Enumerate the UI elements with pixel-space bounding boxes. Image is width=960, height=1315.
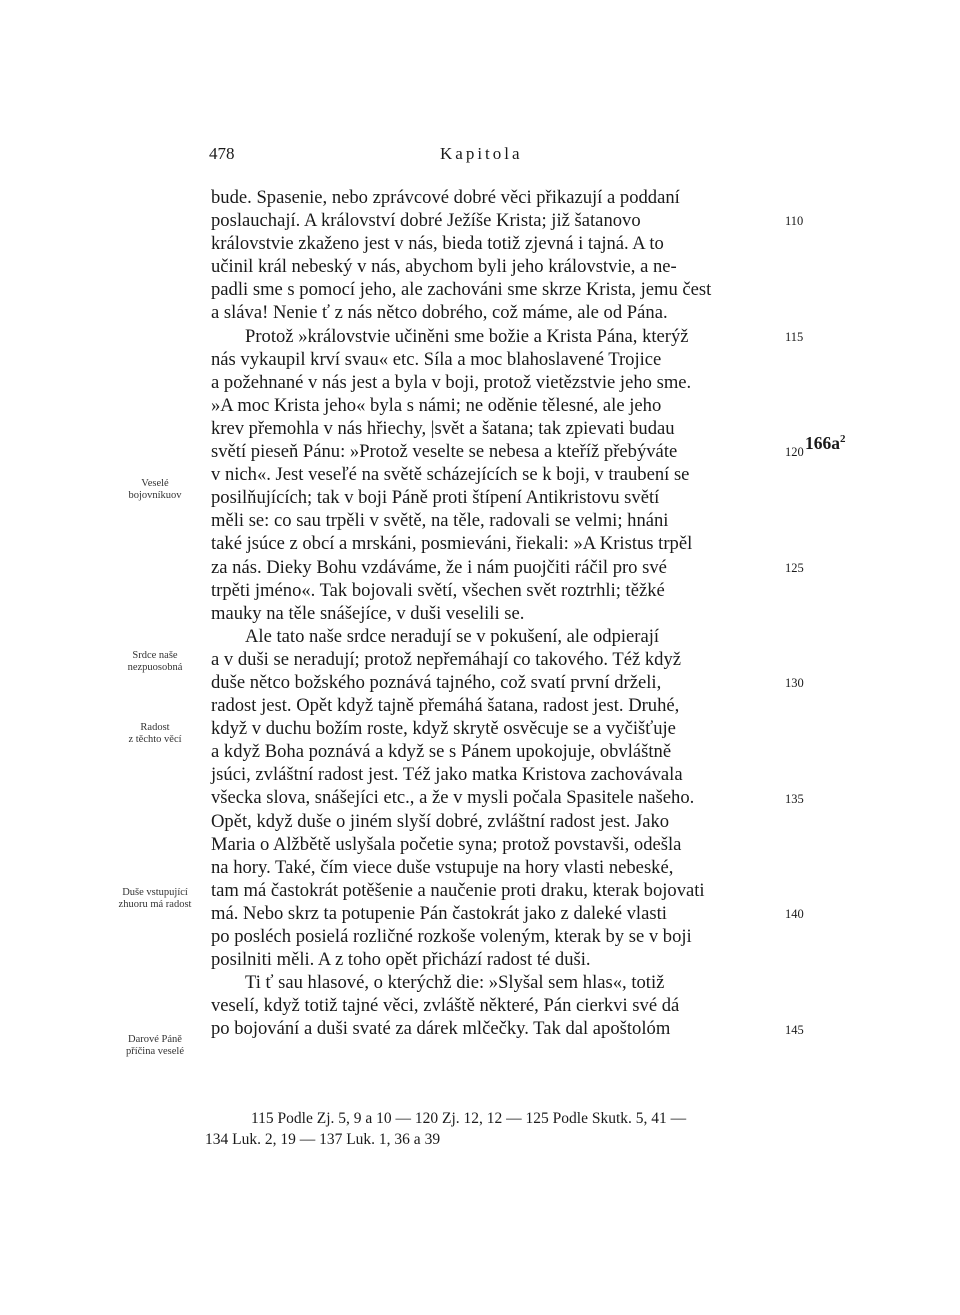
line-number: 125 xyxy=(785,560,804,575)
text-line: světí pieseň Pánu: »Protož veselte se nebesa a kteříž přebýváte xyxy=(211,441,678,463)
text-line: po posléch posielá rozličné rozkoše voleným, kterak by se v boji xyxy=(211,926,692,947)
marginal-note-line: Radost xyxy=(140,722,170,733)
line-number: 130 xyxy=(785,676,804,691)
text-line: učinil král nebeský v nás, abychom byli jeho královstvie, a ne- xyxy=(211,256,677,278)
marginal-note xyxy=(102,722,208,745)
line-number: 110 xyxy=(785,214,804,229)
marginal-note-line: Duše vstupující xyxy=(122,887,188,898)
text-line: po bojování a duši svaté za dárek mlčečky. Tak dal apoštolóm xyxy=(211,1018,671,1040)
text-line: trpěti jméno«. Tak bojovali světí, všechen svět roztrhli; těžké xyxy=(211,579,665,601)
line-number: 120 xyxy=(785,445,804,460)
text-line: bude. Spasenie, nebo zprávcové dobré věci přikazují a poddaní xyxy=(211,187,680,208)
text-line: také jsúce z obcí a mrskáni, posmieváni, řiekali: »A Kristus trpěl xyxy=(211,533,693,555)
footnote-line: 134 Luk. 2, 19 — 137 Luk. 1, 36 a 39 xyxy=(205,1131,441,1148)
text-line: posilňujících; tak v boji Páně proti štípení Antikristovu světí xyxy=(211,487,660,509)
text-line: Maria o Alžbětě uslyšala početie syna; protož povstavši, odešla xyxy=(211,833,682,855)
text-line: duše nětco božského poznává tajného, což svatí první drželi, xyxy=(211,671,662,693)
marginal-note-line: Veselé xyxy=(141,478,169,489)
text-line: nás vykaupil krví svau« etc. Síla a moc blahoslavené Trojice xyxy=(211,348,662,370)
line-number: 145 xyxy=(785,1022,804,1037)
text-line: radost jest. Opět když tajně přemáhá šatana, radost jest. Druhé, xyxy=(211,695,680,717)
text-line: a sláva! Nenie ť z nás nětco dobrého, což máme, ale od Pána. xyxy=(211,302,668,324)
text-line: jsúci, zvláštní radost jest. Též jako matka Kristova zachovávala xyxy=(211,764,683,786)
text-line: tam má častokrát potěšenie a naučenie proti draku, kterak bojovati xyxy=(211,879,705,901)
marginal-note xyxy=(102,1034,208,1057)
marginal-note xyxy=(102,887,208,910)
line-number: 140 xyxy=(785,907,804,922)
marginal-note-line: příčina veselé xyxy=(125,1045,184,1057)
marginal-note-line: Darové Páně xyxy=(128,1034,182,1045)
body-text xyxy=(211,186,783,1040)
text-line: když v duchu božím roste, když skrytě osvěcuje se a vyčišťuje xyxy=(211,718,676,740)
marginal-note-line: Srdce naše xyxy=(132,650,178,661)
chapter-title: Kapitola xyxy=(440,144,523,163)
text-line: Ale tato naše srdce neradují se v pokušení, ale odpierají xyxy=(245,625,660,647)
text-line: a v duši se neradují; protož nepřemáhají co takového. Též když xyxy=(211,648,682,670)
text-line: měli se: co sau trpěli v světě, na těle, radovali se velmi; hnáni xyxy=(211,510,669,532)
text-line: všecka slova, snášejíci etc., a že v mysli počala Spasitele našeho. xyxy=(211,787,695,809)
text-line: posilniti měli. A z toho opět přichází radost té duši. xyxy=(211,949,591,971)
line-number: 135 xyxy=(785,791,804,806)
text-line: krev přemohla v nás hřiechy, |svět a šatana; tak zpievati budau xyxy=(211,417,675,439)
text-line: Opět, když duše o jiném slyší dobré, zvláštní radost jest. Jako xyxy=(211,810,670,832)
text-line: na hory. Také, čím viece duše vstupuje na hory vlasti nebeské, xyxy=(211,856,674,878)
text-line: mauky na těle snášejíce, v duši veselili se. xyxy=(211,602,525,624)
text-line: královstvie zkaženo jest v nás, bieda totiž zjevná i tajná. A to xyxy=(211,233,664,255)
text-line: a požehnané v nás jest a byla v boji, protož vietězstvie jeho sme. xyxy=(211,371,692,393)
marginal-note xyxy=(102,650,208,673)
text-line: Protož »královstvie učiněni sme božie a Krista Pána, kterýž xyxy=(245,325,689,347)
marginal-note-line: nezpuosobná xyxy=(127,661,183,673)
marginal-note-line: zhuoru má radost xyxy=(118,898,192,910)
text-line: veselí, když totiž tajné věci, zvláště některé, Pán cierkvi své dá xyxy=(211,995,680,1017)
text-line: poslauchají. A království dobré Ježíše Krista; již šatanovo xyxy=(211,210,641,232)
page-number: 478 xyxy=(209,144,235,163)
footnote-line: 115 Podle Zj. 5, 9 a 10 — 120 Zj. 12, 12 — 125 Podle Skutk. 5, 41 — xyxy=(251,1110,687,1127)
text-line: Ti ť sau hlasové, o kterýchž die: »Slyšal sem hlas«, totiž xyxy=(245,972,665,994)
text-line: má. Nebo skrz ta potupenie Pán častokrát jako z daleké vlasti xyxy=(211,902,667,924)
text-line: v nich«. Jest veseľé na světě scházejících se k boji, v traubení se xyxy=(211,464,690,486)
line-number: 115 xyxy=(785,329,804,344)
marginal-note-line: bojovníkuov xyxy=(128,489,182,501)
text-line: za nás. Dieky Bohu vzdáváme, že i nám puojčiti ráčil pro své xyxy=(211,556,667,578)
folio-mark: $166a^2$ xyxy=(805,433,846,453)
text-line: a když Boha poznává a když se s Pánem upokojuje, obvláštně xyxy=(211,741,672,763)
marginal-note xyxy=(102,478,208,501)
footnotes xyxy=(205,1108,791,1150)
text-line: »A moc Krista jeho« byla s námi; ne oděnie tělesné, ale jeho xyxy=(211,394,662,416)
text-line: padli sme s pomocí jeho, ale zachováni sme skrze Krista, jemu čest xyxy=(211,279,712,301)
marginal-note-line: z těchto věcí xyxy=(128,733,182,745)
